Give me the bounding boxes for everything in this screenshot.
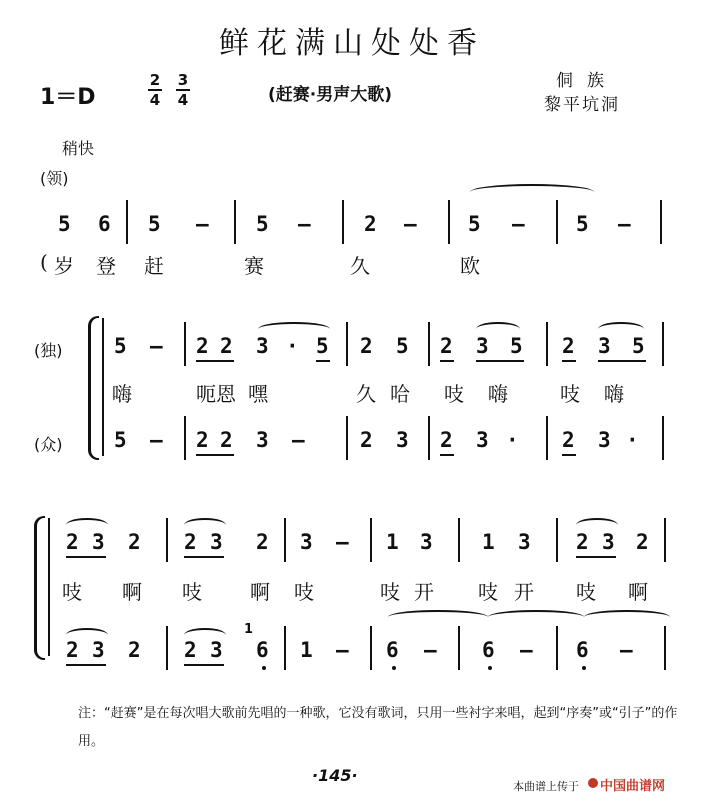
tie	[470, 184, 594, 200]
barline	[234, 200, 236, 244]
barline	[546, 322, 548, 366]
dash: —	[150, 334, 163, 358]
note: 1	[300, 638, 313, 662]
note: 3	[256, 334, 269, 358]
note: 2	[128, 530, 141, 554]
note: 2	[440, 428, 453, 452]
note: 2	[562, 428, 575, 452]
underline	[316, 360, 330, 362]
key-signature: 1＝D	[40, 85, 96, 110]
dash: —	[618, 212, 631, 236]
note: 2	[220, 428, 233, 452]
lyric: 登	[96, 254, 116, 278]
dash: —	[150, 428, 163, 452]
dot: ·	[626, 428, 639, 452]
underline	[184, 664, 224, 666]
underline	[440, 454, 454, 456]
barline	[346, 416, 348, 460]
tie	[388, 610, 488, 624]
underline	[66, 664, 106, 666]
time-sig-denominator: 4	[149, 91, 161, 109]
note: 2	[196, 428, 209, 452]
lyric: 吱	[576, 580, 596, 604]
lyric: 赛	[244, 254, 264, 278]
note: 3	[210, 530, 223, 554]
system-barline	[102, 318, 104, 456]
note: 2	[256, 530, 269, 554]
lyric: 岁	[54, 254, 74, 278]
note: 6	[98, 212, 111, 236]
note: 3	[300, 530, 313, 554]
barline	[664, 626, 666, 670]
note: 5	[510, 334, 523, 358]
lyric: 吱	[560, 382, 580, 406]
note: 6	[482, 638, 495, 662]
underline	[562, 454, 576, 456]
barline	[184, 416, 186, 460]
note: 5	[58, 212, 71, 236]
lyric: 吱	[62, 580, 82, 604]
dash: —	[292, 428, 305, 452]
barline	[556, 200, 558, 244]
note: 3	[210, 638, 223, 662]
lyric: 吱	[478, 580, 498, 604]
note: 2	[66, 530, 79, 554]
note: 6	[386, 638, 399, 662]
page-number: ·145·	[312, 766, 358, 785]
lyric: 吱	[294, 580, 314, 604]
lower-octave-dot	[488, 666, 492, 670]
lyric: 嗨	[112, 382, 132, 406]
barline	[284, 626, 286, 670]
footnote: 注：“赶赛”是在每次唱大歌前先唱的一种歌，它没有歌词，只用一些衬字来唱，起到“序奏”或“引子”的作用。	[78, 706, 678, 749]
note: 3	[396, 428, 409, 452]
dot: ·	[286, 334, 299, 358]
note: 5	[148, 212, 161, 236]
underline	[476, 360, 524, 362]
note: 5	[256, 212, 269, 236]
lyric: 赶	[144, 254, 164, 278]
note: 3	[598, 428, 611, 452]
note: 3	[476, 334, 489, 358]
note: 3	[92, 638, 105, 662]
role-solo: (独)	[34, 341, 63, 360]
note: 5	[396, 334, 409, 358]
barline	[428, 416, 430, 460]
barline	[546, 416, 548, 460]
dash: —	[298, 212, 311, 236]
note: 2	[562, 334, 575, 358]
underline	[196, 454, 234, 456]
barline	[370, 518, 372, 562]
barline	[166, 626, 168, 670]
dot: ·	[506, 428, 519, 452]
song-source: 黎平坑洞	[544, 95, 620, 115]
note: 3	[256, 428, 269, 452]
barline	[346, 322, 348, 366]
barline	[662, 416, 664, 460]
grace-note: 1	[244, 622, 254, 637]
lyric: 嗨	[604, 382, 624, 406]
lyric: 久	[350, 254, 370, 278]
note: 3	[420, 530, 433, 554]
barline	[556, 518, 558, 562]
system-barline	[48, 518, 50, 656]
note: 5	[468, 212, 481, 236]
barline	[556, 626, 558, 670]
note: 2	[360, 428, 373, 452]
note: 1	[482, 530, 495, 554]
song-title: 鲜花满山处处香	[219, 26, 485, 61]
note: 6	[576, 638, 589, 662]
dash: —	[404, 212, 417, 236]
dash: —	[512, 212, 525, 236]
note: 5	[576, 212, 589, 236]
role-lead: (领)	[40, 169, 69, 188]
lyric: 嗨	[488, 382, 508, 406]
subtitle: (赶赛·男声大歌)	[268, 85, 392, 105]
note: 6	[256, 638, 269, 662]
upload-notice: 本曲谱上传于	[513, 780, 579, 793]
note: 2	[184, 530, 197, 554]
note: 5	[316, 334, 329, 358]
dash: —	[336, 638, 349, 662]
note: 3	[518, 530, 531, 554]
note: 3	[602, 530, 615, 554]
barline	[284, 518, 286, 562]
underline	[196, 360, 234, 362]
dash: —	[196, 212, 209, 236]
note: 3	[598, 334, 611, 358]
time-sig-numerator: 2	[149, 71, 161, 89]
dash: —	[424, 638, 437, 662]
note: 2	[636, 530, 649, 554]
dash: —	[620, 638, 633, 662]
note: 2	[184, 638, 197, 662]
staff-brace	[88, 316, 99, 460]
barline	[184, 322, 186, 366]
site-logo-icon	[588, 778, 598, 788]
lyric: 哈	[390, 382, 410, 406]
lyric: 啊	[250, 580, 270, 604]
site-link[interactable]: 中国曲谱网	[600, 779, 666, 794]
tie	[584, 610, 670, 624]
barline	[662, 322, 664, 366]
time-signature-1	[148, 72, 162, 108]
note: 2	[220, 334, 233, 358]
time-signature-2	[176, 72, 190, 108]
note: 3	[476, 428, 489, 452]
barline	[370, 626, 372, 670]
lyric: 啊	[628, 580, 648, 604]
time-sig-numerator: 3	[177, 71, 189, 89]
lyric: 久	[356, 382, 376, 406]
ethnic-group: 侗族	[556, 71, 618, 91]
staff-brace	[34, 516, 45, 660]
underline	[184, 556, 224, 558]
barline	[448, 200, 450, 244]
note: 5	[632, 334, 645, 358]
lyric: 吱	[182, 580, 202, 604]
lyric: 吱	[380, 580, 400, 604]
note: 2	[196, 334, 209, 358]
barline	[166, 518, 168, 562]
underline	[562, 360, 576, 362]
barline	[660, 200, 662, 244]
underline	[440, 360, 454, 362]
barline	[126, 200, 128, 244]
tempo-marking: 稍快	[62, 139, 95, 158]
lyric: 呃恩	[196, 382, 236, 406]
barline	[458, 518, 460, 562]
lyric: 欧	[460, 254, 480, 278]
lyric: 开	[414, 580, 434, 604]
note: 3	[92, 530, 105, 554]
note: 2	[66, 638, 79, 662]
lyric: 啊	[122, 580, 142, 604]
barline	[342, 200, 344, 244]
barline	[664, 518, 666, 562]
note: 5	[114, 334, 127, 358]
lyric: 开	[514, 580, 534, 604]
role-chorus: (众)	[34, 435, 63, 454]
note: 2	[364, 212, 377, 236]
barline	[428, 322, 430, 366]
note: 2	[440, 334, 453, 358]
dash: —	[520, 638, 533, 662]
lower-octave-dot	[262, 666, 266, 670]
lyric: 吱	[444, 382, 464, 406]
lower-octave-dot	[582, 666, 586, 670]
barline	[458, 626, 460, 670]
underline	[598, 360, 646, 362]
lower-octave-dot	[392, 666, 396, 670]
lyric: 嘿	[248, 382, 268, 406]
note: 5	[114, 428, 127, 452]
note: 2	[576, 530, 589, 554]
paren: (	[40, 250, 48, 274]
time-sig-denominator: 4	[177, 91, 189, 109]
underline	[576, 556, 616, 558]
note: 2	[360, 334, 373, 358]
note: 2	[128, 638, 141, 662]
tie	[488, 610, 584, 624]
underline	[66, 556, 106, 558]
dash: —	[336, 530, 349, 554]
note: 1	[386, 530, 399, 554]
